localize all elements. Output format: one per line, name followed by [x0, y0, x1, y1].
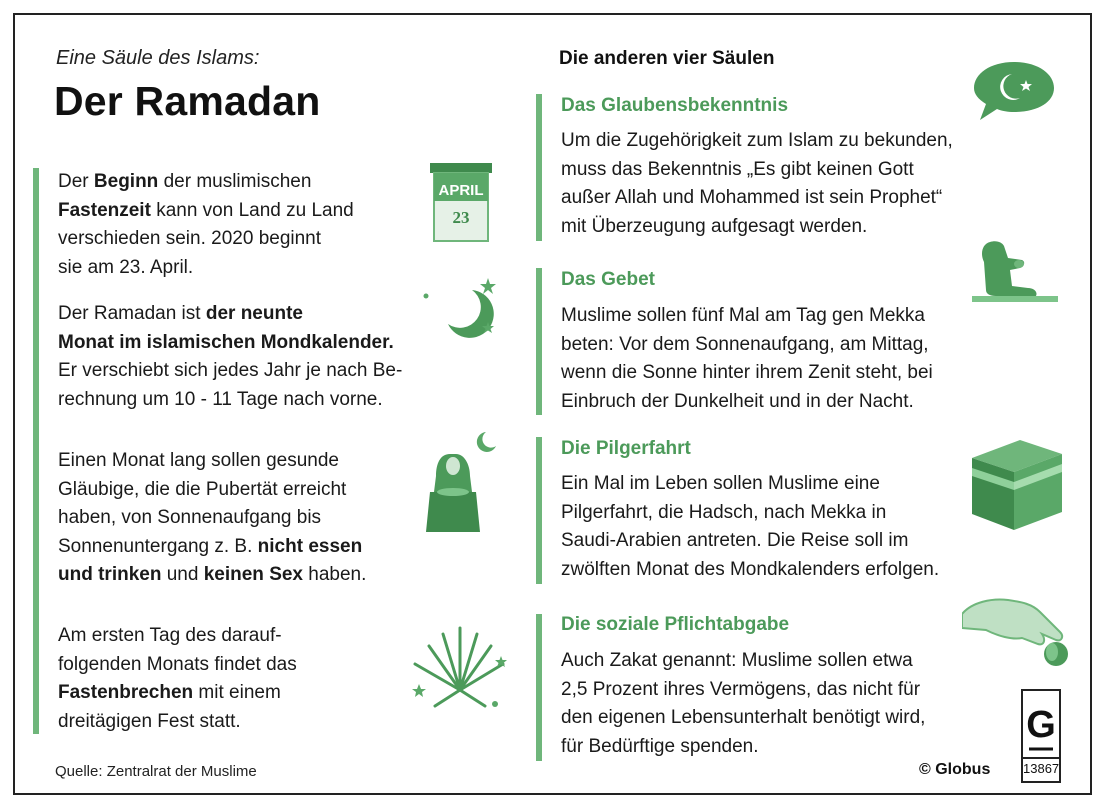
text-line: 2,5 Prozent ihres Vermögens, das nicht für — [561, 678, 921, 700]
bold-text: nicht essen — [257, 535, 363, 557]
text-line: Um die Zugehörigkeit zum Islam zu bekunden, — [561, 130, 953, 151]
section-text-glaubensbekenntnis — [561, 127, 1056, 241]
bold-text: der neunte — [205, 303, 303, 324]
text-line: außer Allah und Mohammed ist sein Prophet“ — [561, 187, 943, 208]
text-line: Saudi-Arabien antreten. Die Reise soll im — [561, 530, 909, 551]
section-title-glaubensbekenntnis: Das Glaubensbekenntnis — [561, 95, 789, 116]
bold-text: Fastenzeit — [58, 199, 151, 221]
crescent-moon-icon — [420, 270, 500, 340]
paragraph-fasting-start: Der Beginn der muslimischen Fastenzeit kann von Land zu Land verschieden sein. 2020 beginnt sie am 23. April. — [58, 171, 354, 278]
bold-text: und trinken — [58, 564, 162, 585]
section-bar-3 — [536, 437, 542, 584]
kaaba-icon — [968, 436, 1064, 532]
section-bar-1 — [536, 94, 542, 241]
section-bar-2 — [536, 268, 542, 415]
text-line: Pilgerfahrt, die Hadsch, nach Mekka in — [561, 501, 887, 523]
calendar-month: APRIL — [438, 182, 484, 199]
source-note: Quelle: Zentralrat der Muslime — [55, 763, 257, 780]
logo-number: 13867 — [1023, 757, 1059, 781]
copyright: © Globus — [919, 761, 991, 778]
paragraph-fasting-rules: Einen Monat lang sollen gesunde Gläubige, die die Pubertät erreicht haben, von Sonnenaufgang bis Sonnenuntergang z. B. nicht essen und trinken und keinen Sex haben. — [58, 450, 367, 585]
text-line: Einbruch der Dunkelheit und in der Nacht. — [561, 390, 914, 412]
text-line: den eigenen Lebensunterhalt benötigt wird, — [561, 707, 926, 728]
text-line: Auch Zakat genannt: Muslime sollen etwa — [561, 650, 913, 671]
text-line: Muslime sollen fünf Mal am Tag gen Mekka — [561, 305, 925, 326]
bold-text: Monat im islamischen Mondkalender. — [58, 331, 394, 353]
subtitle: Eine Säule des Islams: — [56, 47, 260, 69]
bold-text: Fastenbrechen — [58, 682, 194, 703]
text-line: zwölften Monat des Mondkalenders erfolgen. — [561, 558, 940, 580]
section-title-pilgerfahrt: Die Pilgerfahrt — [561, 438, 691, 459]
right-heading: Die anderen vier Säulen — [559, 48, 775, 69]
globus-logo — [1021, 689, 1061, 783]
hand-coin-icon — [962, 594, 1074, 670]
text-line: mit Überzeugung aufgesagt werden. — [561, 215, 868, 237]
calendar-icon — [430, 163, 492, 243]
text-line: beten: Vor dem Sonnenaufgang, am Mittag, — [561, 333, 929, 355]
text-line: für Bedürftige spenden. — [561, 735, 759, 757]
section-text-gebet — [561, 302, 1056, 416]
text-line: Ein Mal im Leben sollen Muslime eine — [561, 473, 880, 494]
calendar-day: 23 — [452, 208, 470, 227]
section-title-pflichtabgabe: Die soziale Pflichtabgabe — [561, 614, 790, 635]
speech-bubble-crescent-icon — [968, 58, 1056, 124]
section-title-gebet: Das Gebet — [561, 269, 655, 290]
page-title: Der Ramadan — [54, 78, 321, 124]
logo-letter: G — [1026, 704, 1056, 746]
praying-person-icon — [972, 232, 1058, 304]
bold-text: keinen Sex — [203, 564, 303, 585]
text-line: muss das Bekenntnis „Es gibt keinen Gott — [561, 158, 914, 180]
left-accent-bar — [33, 168, 39, 734]
fasting-person-icon — [418, 428, 500, 534]
text-line: wenn die Sonne hinter ihrem Zenit steht, bei — [561, 362, 933, 383]
bold-text: Beginn — [93, 171, 159, 192]
fireworks-icon — [405, 620, 515, 720]
section-bar-4 — [536, 614, 542, 761]
paragraph-ninth-month: Der Ramadan ist der neunte Monat im islamischen Mondkalender. Er verschiebt sich jedes Jahr je nach Be- rechnung um 10 - 11 Tage nach vorne. — [58, 303, 403, 410]
paragraph-fastenbrechen: Am ersten Tag des darauf- folgenden Monats findet das Fastenbrechen mit einem dreitägigen Fest statt. — [58, 625, 297, 732]
